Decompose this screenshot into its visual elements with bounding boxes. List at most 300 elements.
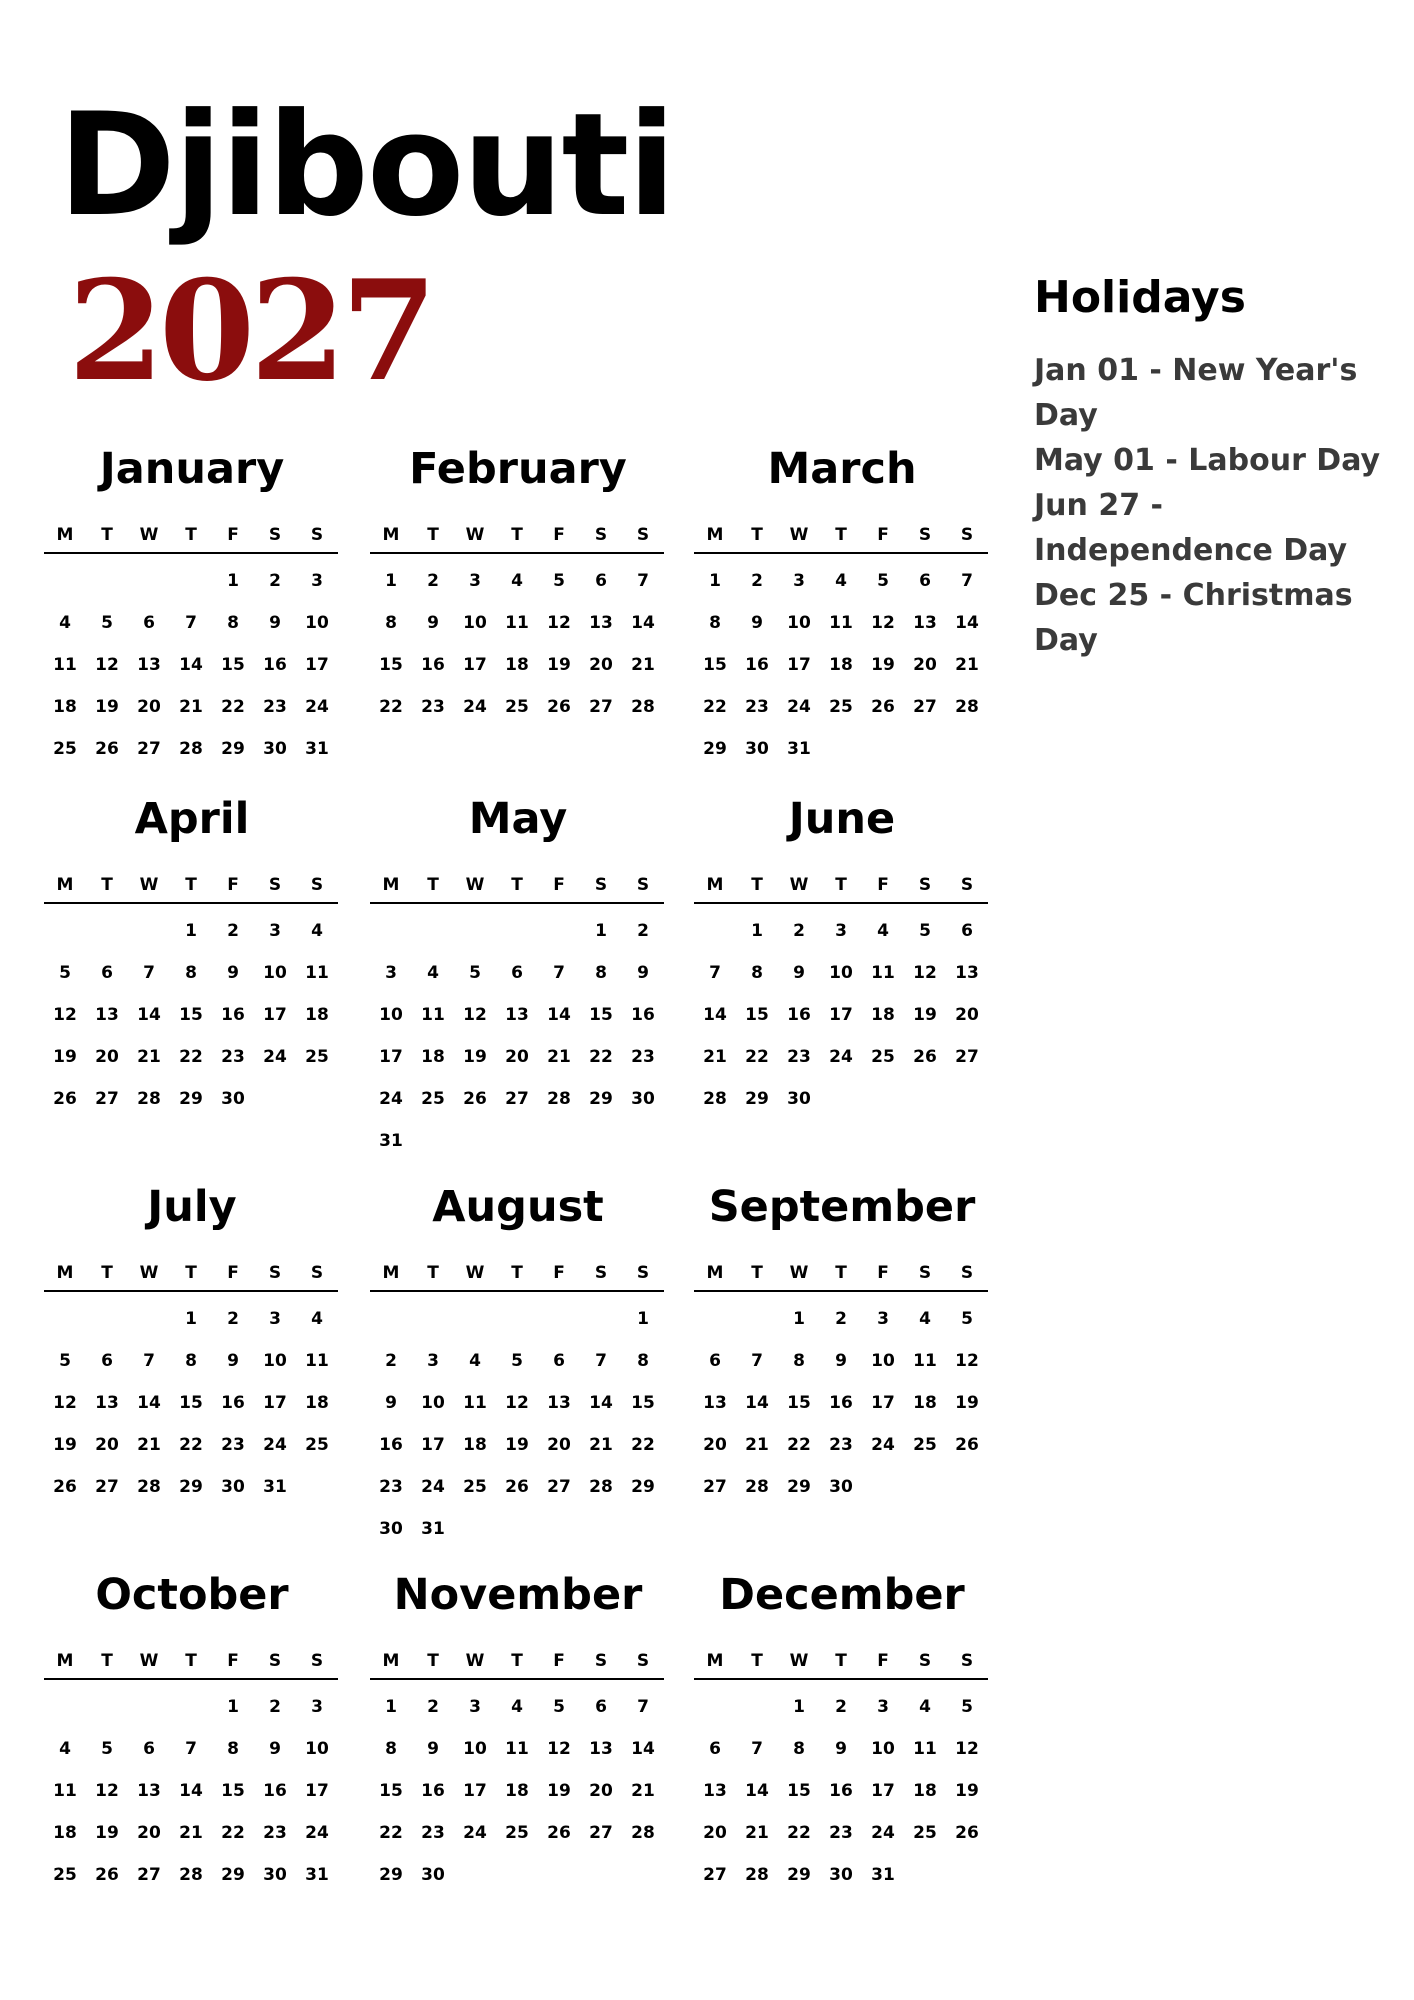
day-cell: 5 [101, 1739, 113, 1759]
weekday-header: T [496, 868, 538, 904]
day-cell: 26 [913, 1047, 937, 1067]
day-cell: 12 [955, 1739, 979, 1759]
day-cell: 31 [305, 739, 329, 759]
weekday-header: S [296, 1644, 338, 1680]
weekday-header: T [820, 1644, 862, 1680]
day-cell: 24 [305, 1823, 329, 1843]
weekday-header: F [862, 868, 904, 904]
day-cell: 14 [137, 1005, 161, 1025]
day-cell: 13 [703, 1393, 727, 1413]
weekday-header: F [538, 1256, 580, 1292]
day-cell: 7 [637, 571, 649, 591]
weekday-header: F [212, 518, 254, 554]
empty-cell [170, 1686, 212, 1728]
day-cell: 28 [955, 697, 979, 717]
day-cell: 23 [263, 1823, 287, 1843]
day-cell: 19 [871, 655, 895, 675]
day-cell: 7 [637, 1697, 649, 1717]
empty-cell [170, 560, 212, 602]
day-cell: 2 [269, 571, 281, 591]
day-cell: 22 [745, 1047, 769, 1067]
day-grid [370, 1256, 666, 1550]
day-cell: 12 [53, 1005, 77, 1025]
day-cell: 7 [595, 1351, 607, 1371]
holidays-heading: Holidays [1034, 272, 1246, 323]
day-cell: 5 [961, 1697, 973, 1717]
day-cell: 15 [787, 1781, 811, 1801]
weekday-header: W [128, 518, 170, 554]
weekday-header: T [170, 518, 212, 554]
day-cell: 23 [829, 1435, 853, 1455]
day-cell: 19 [505, 1435, 529, 1455]
weekday-header: T [86, 868, 128, 904]
day-cell: 6 [511, 963, 523, 983]
day-cell: 18 [829, 655, 853, 675]
month-september [694, 1182, 990, 1508]
day-cell: 8 [637, 1351, 649, 1371]
weekday-header: T [86, 518, 128, 554]
weekday-header: S [622, 518, 664, 554]
day-cell: 13 [913, 613, 937, 633]
day-cell: 17 [463, 1781, 487, 1801]
day-cell: 14 [179, 655, 203, 675]
day-cell: 5 [553, 571, 565, 591]
weekday-header: S [622, 1644, 664, 1680]
day-cell: 23 [421, 1823, 445, 1843]
weekday-header: T [496, 518, 538, 554]
day-cell: 26 [463, 1089, 487, 1109]
day-cell: 7 [185, 613, 197, 633]
day-cell: 5 [553, 1697, 565, 1717]
month-name: May [468, 794, 568, 844]
weekday-header: M [370, 1256, 412, 1292]
day-cell: 11 [305, 963, 329, 983]
day-cell: 22 [379, 1823, 403, 1843]
day-cell: 6 [553, 1351, 565, 1371]
day-cell: 10 [263, 963, 287, 983]
empty-cell [736, 1686, 778, 1728]
month-march [694, 444, 990, 770]
day-cell: 15 [179, 1005, 203, 1025]
day-cell: 21 [745, 1823, 769, 1843]
day-cell: 21 [631, 655, 655, 675]
day-cell: 3 [311, 1697, 323, 1717]
day-cell: 9 [793, 963, 805, 983]
empty-cell [370, 910, 412, 952]
day-cell: 1 [385, 1697, 397, 1717]
day-cell: 1 [793, 1697, 805, 1717]
empty-cell [128, 560, 170, 602]
day-cell: 13 [95, 1393, 119, 1413]
day-cell: 2 [427, 1697, 439, 1717]
day-cell: 10 [871, 1351, 895, 1371]
day-cell: 11 [305, 1351, 329, 1371]
day-cell: 31 [787, 739, 811, 759]
day-cell: 26 [547, 1823, 571, 1843]
day-cell: 2 [793, 921, 805, 941]
day-cell: 9 [835, 1739, 847, 1759]
day-cell: 21 [179, 697, 203, 717]
day-cell: 25 [421, 1089, 445, 1109]
day-cell: 6 [595, 1697, 607, 1717]
day-cell: 15 [703, 655, 727, 675]
day-cell: 30 [221, 1089, 245, 1109]
day-cell: 21 [703, 1047, 727, 1067]
day-cell: 28 [137, 1477, 161, 1497]
month-name: November [393, 1570, 643, 1620]
day-cell: 3 [835, 921, 847, 941]
weekday-header: S [254, 868, 296, 904]
day-grid [370, 1644, 666, 1896]
day-grid [44, 1256, 340, 1508]
day-cell: 12 [95, 655, 119, 675]
day-cell: 11 [421, 1005, 445, 1025]
day-cell: 7 [185, 1739, 197, 1759]
day-cell: 19 [955, 1393, 979, 1413]
day-cell: 28 [631, 697, 655, 717]
day-cell: 13 [505, 1005, 529, 1025]
day-cell: 22 [703, 697, 727, 717]
month-name: February [409, 444, 627, 494]
day-cell: 1 [385, 571, 397, 591]
month-name: March [767, 444, 917, 494]
weekday-header: S [946, 1644, 988, 1680]
day-grid [44, 518, 340, 770]
day-cell: 22 [787, 1435, 811, 1455]
weekday-header: F [538, 518, 580, 554]
day-cell: 12 [913, 963, 937, 983]
day-cell: 19 [463, 1047, 487, 1067]
day-cell: 16 [829, 1393, 853, 1413]
weekday-header: T [736, 1256, 778, 1292]
day-cell: 25 [913, 1823, 937, 1843]
weekday-header: M [370, 1644, 412, 1680]
day-cell: 7 [751, 1351, 763, 1371]
empty-cell [128, 910, 170, 952]
day-cell: 11 [913, 1739, 937, 1759]
day-cell: 3 [877, 1697, 889, 1717]
month-december [694, 1570, 990, 1896]
day-cell: 19 [53, 1047, 77, 1067]
day-cell: 30 [745, 739, 769, 759]
weekday-header: W [454, 868, 496, 904]
day-cell: 25 [505, 697, 529, 717]
month-april [44, 794, 340, 1120]
empty-cell [694, 1298, 736, 1340]
day-cell: 12 [871, 613, 895, 633]
day-cell: 28 [137, 1089, 161, 1109]
day-cell: 3 [385, 963, 397, 983]
month-name: June [788, 794, 896, 844]
day-cell: 27 [589, 697, 613, 717]
day-cell: 7 [961, 571, 973, 591]
day-cell: 7 [709, 963, 721, 983]
day-cell: 2 [227, 921, 239, 941]
day-cell: 16 [787, 1005, 811, 1025]
day-cell: 5 [101, 613, 113, 633]
day-cell: 29 [631, 1477, 655, 1497]
day-cell: 11 [829, 613, 853, 633]
day-cell: 22 [221, 697, 245, 717]
day-cell: 6 [101, 963, 113, 983]
day-cell: 8 [185, 1351, 197, 1371]
day-cell: 4 [511, 1697, 523, 1717]
day-cell: 8 [709, 613, 721, 633]
day-cell: 29 [179, 1477, 203, 1497]
day-cell: 2 [835, 1697, 847, 1717]
day-cell: 29 [589, 1089, 613, 1109]
day-cell: 18 [305, 1393, 329, 1413]
day-cell: 30 [263, 1865, 287, 1885]
day-cell: 16 [263, 1781, 287, 1801]
empty-cell [496, 910, 538, 952]
weekday-header: S [580, 1644, 622, 1680]
month-february [370, 444, 666, 728]
day-cell: 22 [589, 1047, 613, 1067]
day-cell: 21 [589, 1435, 613, 1455]
weekday-header: T [736, 518, 778, 554]
weekday-header: S [622, 1256, 664, 1292]
empty-cell [412, 1298, 454, 1340]
day-grid [44, 868, 340, 1120]
day-cell: 22 [179, 1435, 203, 1455]
day-cell: 22 [221, 1823, 245, 1843]
day-cell: 22 [787, 1823, 811, 1843]
day-cell: 8 [227, 1739, 239, 1759]
weekday-header: M [694, 1256, 736, 1292]
month-name: December [719, 1570, 965, 1620]
day-cell: 10 [421, 1393, 445, 1413]
weekday-header: T [412, 1644, 454, 1680]
day-cell: 20 [505, 1047, 529, 1067]
weekday-header: T [412, 868, 454, 904]
weekday-header: S [296, 518, 338, 554]
weekday-header: S [904, 518, 946, 554]
day-cell: 18 [53, 697, 77, 717]
weekday-header: F [212, 1256, 254, 1292]
day-cell: 11 [53, 655, 77, 675]
day-cell: 14 [631, 613, 655, 633]
day-cell: 20 [913, 655, 937, 675]
day-cell: 30 [829, 1477, 853, 1497]
day-cell: 14 [955, 613, 979, 633]
day-cell: 24 [871, 1823, 895, 1843]
weekday-header: T [412, 1256, 454, 1292]
weekday-header: F [538, 868, 580, 904]
day-cell: 10 [379, 1005, 403, 1025]
day-cell: 18 [421, 1047, 445, 1067]
day-cell: 14 [547, 1005, 571, 1025]
day-cell: 7 [143, 963, 155, 983]
empty-cell [86, 1298, 128, 1340]
day-cell: 18 [913, 1393, 937, 1413]
day-cell: 6 [709, 1739, 721, 1759]
day-cell: 24 [829, 1047, 853, 1067]
day-cell: 28 [703, 1089, 727, 1109]
day-cell: 22 [179, 1047, 203, 1067]
weekday-header: T [496, 1256, 538, 1292]
day-cell: 8 [227, 613, 239, 633]
day-cell: 8 [185, 963, 197, 983]
day-cell: 10 [305, 613, 329, 633]
day-cell: 26 [871, 697, 895, 717]
day-cell: 3 [269, 921, 281, 941]
weekday-header: S [904, 868, 946, 904]
day-cell: 6 [143, 613, 155, 633]
weekday-header: M [370, 868, 412, 904]
empty-cell [694, 1686, 736, 1728]
day-cell: 25 [305, 1435, 329, 1455]
day-cell: 3 [469, 571, 481, 591]
day-cell: 11 [505, 613, 529, 633]
day-cell: 9 [385, 1393, 397, 1413]
day-cell: 6 [919, 571, 931, 591]
day-cell: 21 [179, 1823, 203, 1843]
day-cell: 4 [835, 571, 847, 591]
day-cell: 24 [463, 697, 487, 717]
day-cell: 17 [787, 655, 811, 675]
holiday-item: Jan 01 - New Year's Day [1034, 353, 1358, 433]
weekday-header: F [212, 1644, 254, 1680]
day-cell: 26 [547, 697, 571, 717]
day-cell: 16 [745, 655, 769, 675]
day-cell: 24 [421, 1477, 445, 1497]
day-cell: 5 [59, 963, 71, 983]
day-cell: 19 [95, 1823, 119, 1843]
day-cell: 23 [221, 1047, 245, 1067]
day-cell: 9 [835, 1351, 847, 1371]
day-cell: 1 [595, 921, 607, 941]
day-cell: 11 [871, 963, 895, 983]
day-cell: 27 [913, 697, 937, 717]
day-cell: 5 [511, 1351, 523, 1371]
day-cell: 7 [751, 1739, 763, 1759]
weekday-header: S [580, 868, 622, 904]
weekday-header: W [454, 1256, 496, 1292]
weekday-header: M [44, 518, 86, 554]
day-cell: 16 [263, 655, 287, 675]
day-cell: 10 [263, 1351, 287, 1371]
day-cell: 6 [595, 571, 607, 591]
day-cell: 20 [703, 1823, 727, 1843]
weekday-header: T [736, 1644, 778, 1680]
day-cell: 8 [751, 963, 763, 983]
weekday-header: W [778, 518, 820, 554]
day-grid [694, 1256, 990, 1508]
day-cell: 5 [919, 921, 931, 941]
day-cell: 30 [829, 1865, 853, 1885]
day-cell: 23 [263, 697, 287, 717]
day-cell: 1 [637, 1309, 649, 1329]
empty-cell [580, 1298, 622, 1340]
day-cell: 8 [385, 1739, 397, 1759]
weekday-header: W [778, 1644, 820, 1680]
day-cell: 15 [221, 655, 245, 675]
day-cell: 25 [53, 739, 77, 759]
day-cell: 12 [955, 1351, 979, 1371]
day-grid [694, 518, 990, 770]
day-cell: 23 [221, 1435, 245, 1455]
day-cell: 17 [305, 655, 329, 675]
day-cell: 30 [421, 1865, 445, 1885]
day-cell: 26 [53, 1089, 77, 1109]
day-cell: 19 [547, 655, 571, 675]
day-cell: 23 [631, 1047, 655, 1067]
day-cell: 6 [961, 921, 973, 941]
day-cell: 10 [829, 963, 853, 983]
day-cell: 29 [745, 1089, 769, 1109]
day-cell: 9 [269, 1739, 281, 1759]
day-cell: 2 [385, 1351, 397, 1371]
day-cell: 21 [137, 1435, 161, 1455]
day-cell: 6 [143, 1739, 155, 1759]
day-cell: 2 [427, 571, 439, 591]
empty-cell [128, 1298, 170, 1340]
day-cell: 29 [221, 739, 245, 759]
day-cell: 8 [385, 613, 397, 633]
day-cell: 10 [787, 613, 811, 633]
day-cell: 28 [179, 1865, 203, 1885]
day-cell: 19 [95, 697, 119, 717]
month-october [44, 1570, 340, 1896]
day-cell: 13 [547, 1393, 571, 1413]
day-cell: 21 [955, 655, 979, 675]
day-cell: 4 [511, 571, 523, 591]
weekday-header: S [946, 868, 988, 904]
empty-cell [370, 1298, 412, 1340]
day-cell: 14 [703, 1005, 727, 1025]
day-cell: 17 [263, 1393, 287, 1413]
day-cell: 20 [95, 1435, 119, 1455]
empty-cell [496, 1298, 538, 1340]
month-january [44, 444, 340, 770]
day-cell: 17 [305, 1781, 329, 1801]
day-cell: 31 [263, 1477, 287, 1497]
weekday-header: F [538, 1644, 580, 1680]
day-cell: 1 [185, 1309, 197, 1329]
month-november [370, 1570, 666, 1896]
month-name: October [95, 1570, 289, 1620]
day-cell: 29 [179, 1089, 203, 1109]
day-cell: 23 [379, 1477, 403, 1497]
day-cell: 16 [221, 1005, 245, 1025]
day-cell: 16 [421, 1781, 445, 1801]
day-cell: 3 [311, 571, 323, 591]
day-cell: 27 [703, 1865, 727, 1885]
day-cell: 26 [95, 1865, 119, 1885]
day-grid [370, 868, 666, 1162]
day-cell: 28 [745, 1865, 769, 1885]
day-cell: 19 [547, 1781, 571, 1801]
day-cell: 15 [589, 1005, 613, 1025]
day-cell: 9 [427, 1739, 439, 1759]
day-cell: 5 [469, 963, 481, 983]
day-cell: 15 [379, 1781, 403, 1801]
day-cell: 10 [463, 1739, 487, 1759]
day-cell: 2 [751, 571, 763, 591]
day-cell: 23 [829, 1823, 853, 1843]
day-cell: 19 [53, 1435, 77, 1455]
day-cell: 9 [227, 1351, 239, 1371]
day-cell: 23 [787, 1047, 811, 1067]
day-cell: 28 [179, 739, 203, 759]
empty-cell [412, 910, 454, 952]
day-cell: 4 [59, 1739, 71, 1759]
weekday-header: W [128, 1256, 170, 1292]
month-may [370, 794, 666, 1162]
holidays-list [1034, 348, 1384, 663]
day-cell: 17 [463, 655, 487, 675]
